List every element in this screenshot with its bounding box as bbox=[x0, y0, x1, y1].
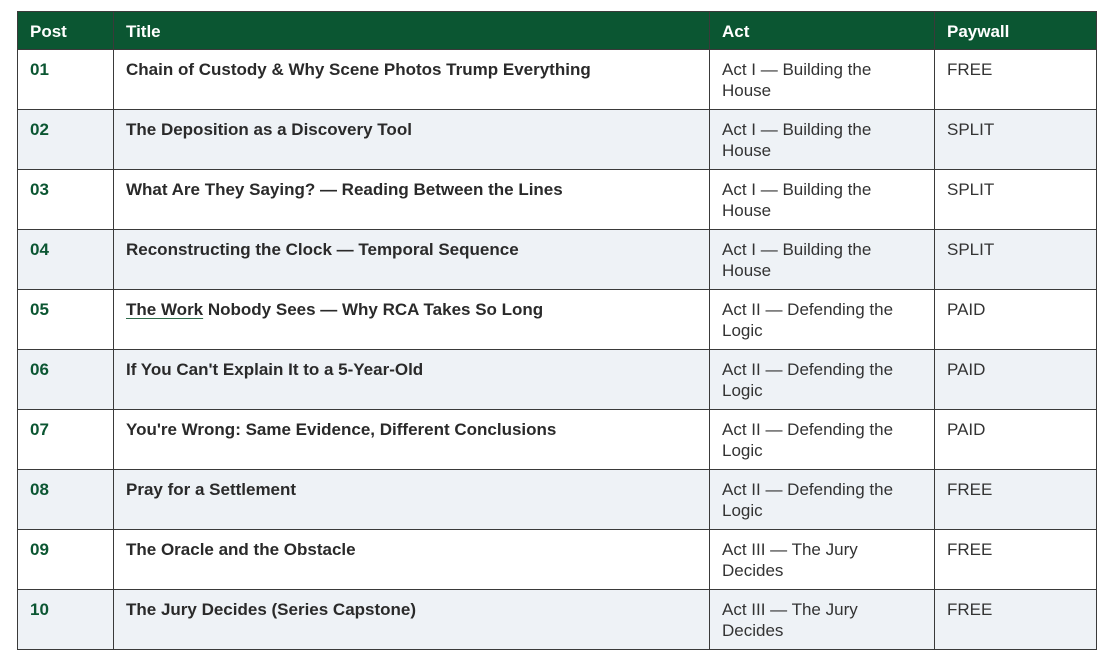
post-title bbox=[114, 230, 710, 290]
post-title-text: Nobody Sees — Why RCA Takes So Long bbox=[203, 300, 544, 319]
post-title-text: The Oracle and the Obstacle bbox=[126, 540, 356, 559]
post-paywall: FREE bbox=[935, 530, 1097, 590]
post-number: 04 bbox=[18, 230, 114, 290]
table-row bbox=[18, 290, 1097, 350]
table-body bbox=[18, 50, 1097, 650]
post-title bbox=[114, 530, 710, 590]
post-act: Act I — Building the House bbox=[710, 230, 935, 290]
post-paywall: SPLIT bbox=[935, 110, 1097, 170]
table-header bbox=[18, 12, 1097, 50]
post-title bbox=[114, 290, 710, 350]
post-title-text: You're Wrong: Same Evidence, Different Conclusions bbox=[126, 420, 557, 439]
post-act: Act II — Defending the Logic bbox=[710, 470, 935, 530]
post-title bbox=[114, 590, 710, 650]
table-row bbox=[18, 50, 1097, 110]
post-title-text: Pray for a Settlement bbox=[126, 480, 297, 499]
post-series-table bbox=[17, 11, 1097, 650]
post-paywall: FREE bbox=[935, 470, 1097, 530]
post-title-text: If You Can't Explain It to a 5-Year-Old bbox=[126, 360, 424, 379]
post-act: Act I — Building the House bbox=[710, 50, 935, 110]
post-title-text: What Are They Saying? — Reading Between the Lines bbox=[126, 180, 563, 199]
header-act: Act bbox=[710, 12, 935, 50]
table-row bbox=[18, 170, 1097, 230]
header-paywall: Paywall bbox=[935, 12, 1097, 50]
post-number: 02 bbox=[18, 110, 114, 170]
post-paywall: FREE bbox=[935, 590, 1097, 650]
post-number: 08 bbox=[18, 470, 114, 530]
post-number: 06 bbox=[18, 350, 114, 410]
post-number: 07 bbox=[18, 410, 114, 470]
post-act: Act II — Defending the Logic bbox=[710, 350, 935, 410]
post-number: 01 bbox=[18, 50, 114, 110]
post-number: 10 bbox=[18, 590, 114, 650]
post-title-text: The Jury Decides (Series Capstone) bbox=[126, 600, 417, 619]
table-row bbox=[18, 470, 1097, 530]
post-title bbox=[114, 50, 710, 110]
post-number: 03 bbox=[18, 170, 114, 230]
post-paywall: SPLIT bbox=[935, 170, 1097, 230]
table-row bbox=[18, 530, 1097, 590]
post-act: Act II — Defending the Logic bbox=[710, 410, 935, 470]
post-paywall: PAID bbox=[935, 350, 1097, 410]
post-paywall: SPLIT bbox=[935, 230, 1097, 290]
post-number: 09 bbox=[18, 530, 114, 590]
post-title bbox=[114, 470, 710, 530]
post-act: Act II — Defending the Logic bbox=[710, 290, 935, 350]
post-paywall: PAID bbox=[935, 290, 1097, 350]
header-title: Title bbox=[114, 12, 710, 50]
post-title bbox=[114, 170, 710, 230]
post-act: Act III — The Jury Decides bbox=[710, 530, 935, 590]
header-row bbox=[18, 12, 1097, 50]
post-act: Act III — The Jury Decides bbox=[710, 590, 935, 650]
post-title bbox=[114, 350, 710, 410]
post-title bbox=[114, 110, 710, 170]
post-title-text: Chain of Custody & Why Scene Photos Trump Everything bbox=[126, 60, 591, 79]
table-row bbox=[18, 590, 1097, 650]
post-act: Act I — Building the House bbox=[710, 170, 935, 230]
post-paywall: FREE bbox=[935, 50, 1097, 110]
table-row bbox=[18, 230, 1097, 290]
post-title-text: The Deposition as a Discovery Tool bbox=[126, 120, 412, 139]
header-post: Post bbox=[18, 12, 114, 50]
post-title-link[interactable]: The Work bbox=[126, 300, 204, 319]
table-row bbox=[18, 110, 1097, 170]
table-row bbox=[18, 410, 1097, 470]
post-act: Act I — Building the House bbox=[710, 110, 935, 170]
post-paywall: PAID bbox=[935, 410, 1097, 470]
post-title bbox=[114, 410, 710, 470]
post-number: 05 bbox=[18, 290, 114, 350]
table-row bbox=[18, 350, 1097, 410]
post-title-text: Reconstructing the Clock — Temporal Sequence bbox=[126, 240, 519, 259]
